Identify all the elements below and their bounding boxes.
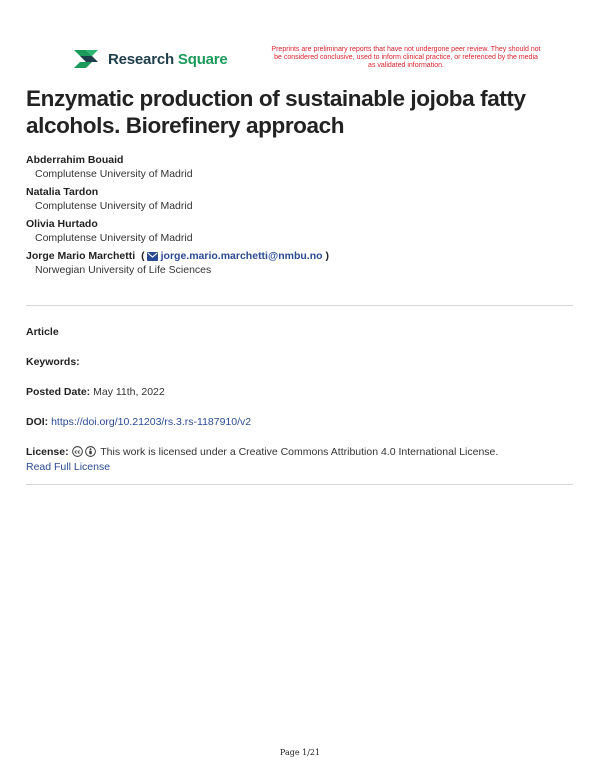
article-type-label: Article <box>26 326 59 338</box>
license <box>26 445 576 475</box>
posted-date-label: Posted Date: <box>26 386 91 398</box>
author-affiliation: Complutense University of Madrid <box>35 232 193 244</box>
logo-word-square: Square <box>177 50 228 68</box>
author-email-wrap <box>141 249 329 263</box>
author-affiliation: Complutense University of Madrid <box>35 168 193 180</box>
author-entry <box>26 185 576 213</box>
research-square-logo[interactable] <box>72 46 228 72</box>
page-number: Page 1/21 <box>279 748 321 757</box>
read-full-license-link[interactable]: Read Full License <box>26 461 111 473</box>
close-paren: ) <box>325 250 330 262</box>
doi-label: DOI: <box>26 416 49 428</box>
research-square-logo-icon <box>72 46 102 72</box>
author-name: Jorge Mario Marchetti <box>26 250 136 262</box>
article-type <box>26 325 576 340</box>
author-name: Natalia Tardon <box>26 186 99 198</box>
author-affiliation: Norwegian University of Life Sciences <box>35 264 212 276</box>
header <box>72 46 542 76</box>
logo-text <box>108 51 228 68</box>
author-entry <box>26 217 576 245</box>
doi-link[interactable]: https://doi.org/10.21203/rs.3.rs-1187910/v2 <box>51 416 252 428</box>
posted-date <box>26 385 576 400</box>
doi <box>26 415 576 430</box>
open-paren: ( <box>141 250 145 262</box>
author-name: Abderrahim Bouaid <box>26 154 124 166</box>
author-email-link[interactable]: jorge.mario.marchetti@nmbu.no <box>160 250 323 262</box>
logo-word-research: Research <box>108 50 174 68</box>
license-text: This work is licensed under a Creative Commons Attribution 4.0 International License. <box>100 446 499 458</box>
creative-commons-icon <box>72 446 83 457</box>
author-name: Olivia Hurtado <box>26 218 98 230</box>
divider <box>26 484 573 485</box>
svg-text:cc: cc <box>74 449 81 456</box>
divider <box>26 305 573 306</box>
paper-title: Enzymatic production of sustainable jojoba fatty alcohols. Biorefinery approach <box>26 86 526 138</box>
envelope-icon <box>147 252 158 261</box>
license-label: License: <box>26 446 69 458</box>
author-entry <box>26 153 576 181</box>
preprint-disclaimer: Preprints are preliminary reports that have not undergone peer review. They should not be considered conclusive, used to inform clinical practice, or referenced by the media as validated information. <box>271 46 541 69</box>
author-entry <box>26 249 576 277</box>
author-name-row <box>26 249 576 263</box>
attribution-icon <box>85 446 96 457</box>
keywords-label: Keywords: <box>26 356 80 368</box>
author-list <box>26 153 576 281</box>
author-affiliation: Complutense University of Madrid <box>35 200 193 212</box>
posted-date-value: May 11th, 2022 <box>93 386 165 398</box>
cc-icons <box>72 446 98 457</box>
keywords <box>26 355 576 370</box>
